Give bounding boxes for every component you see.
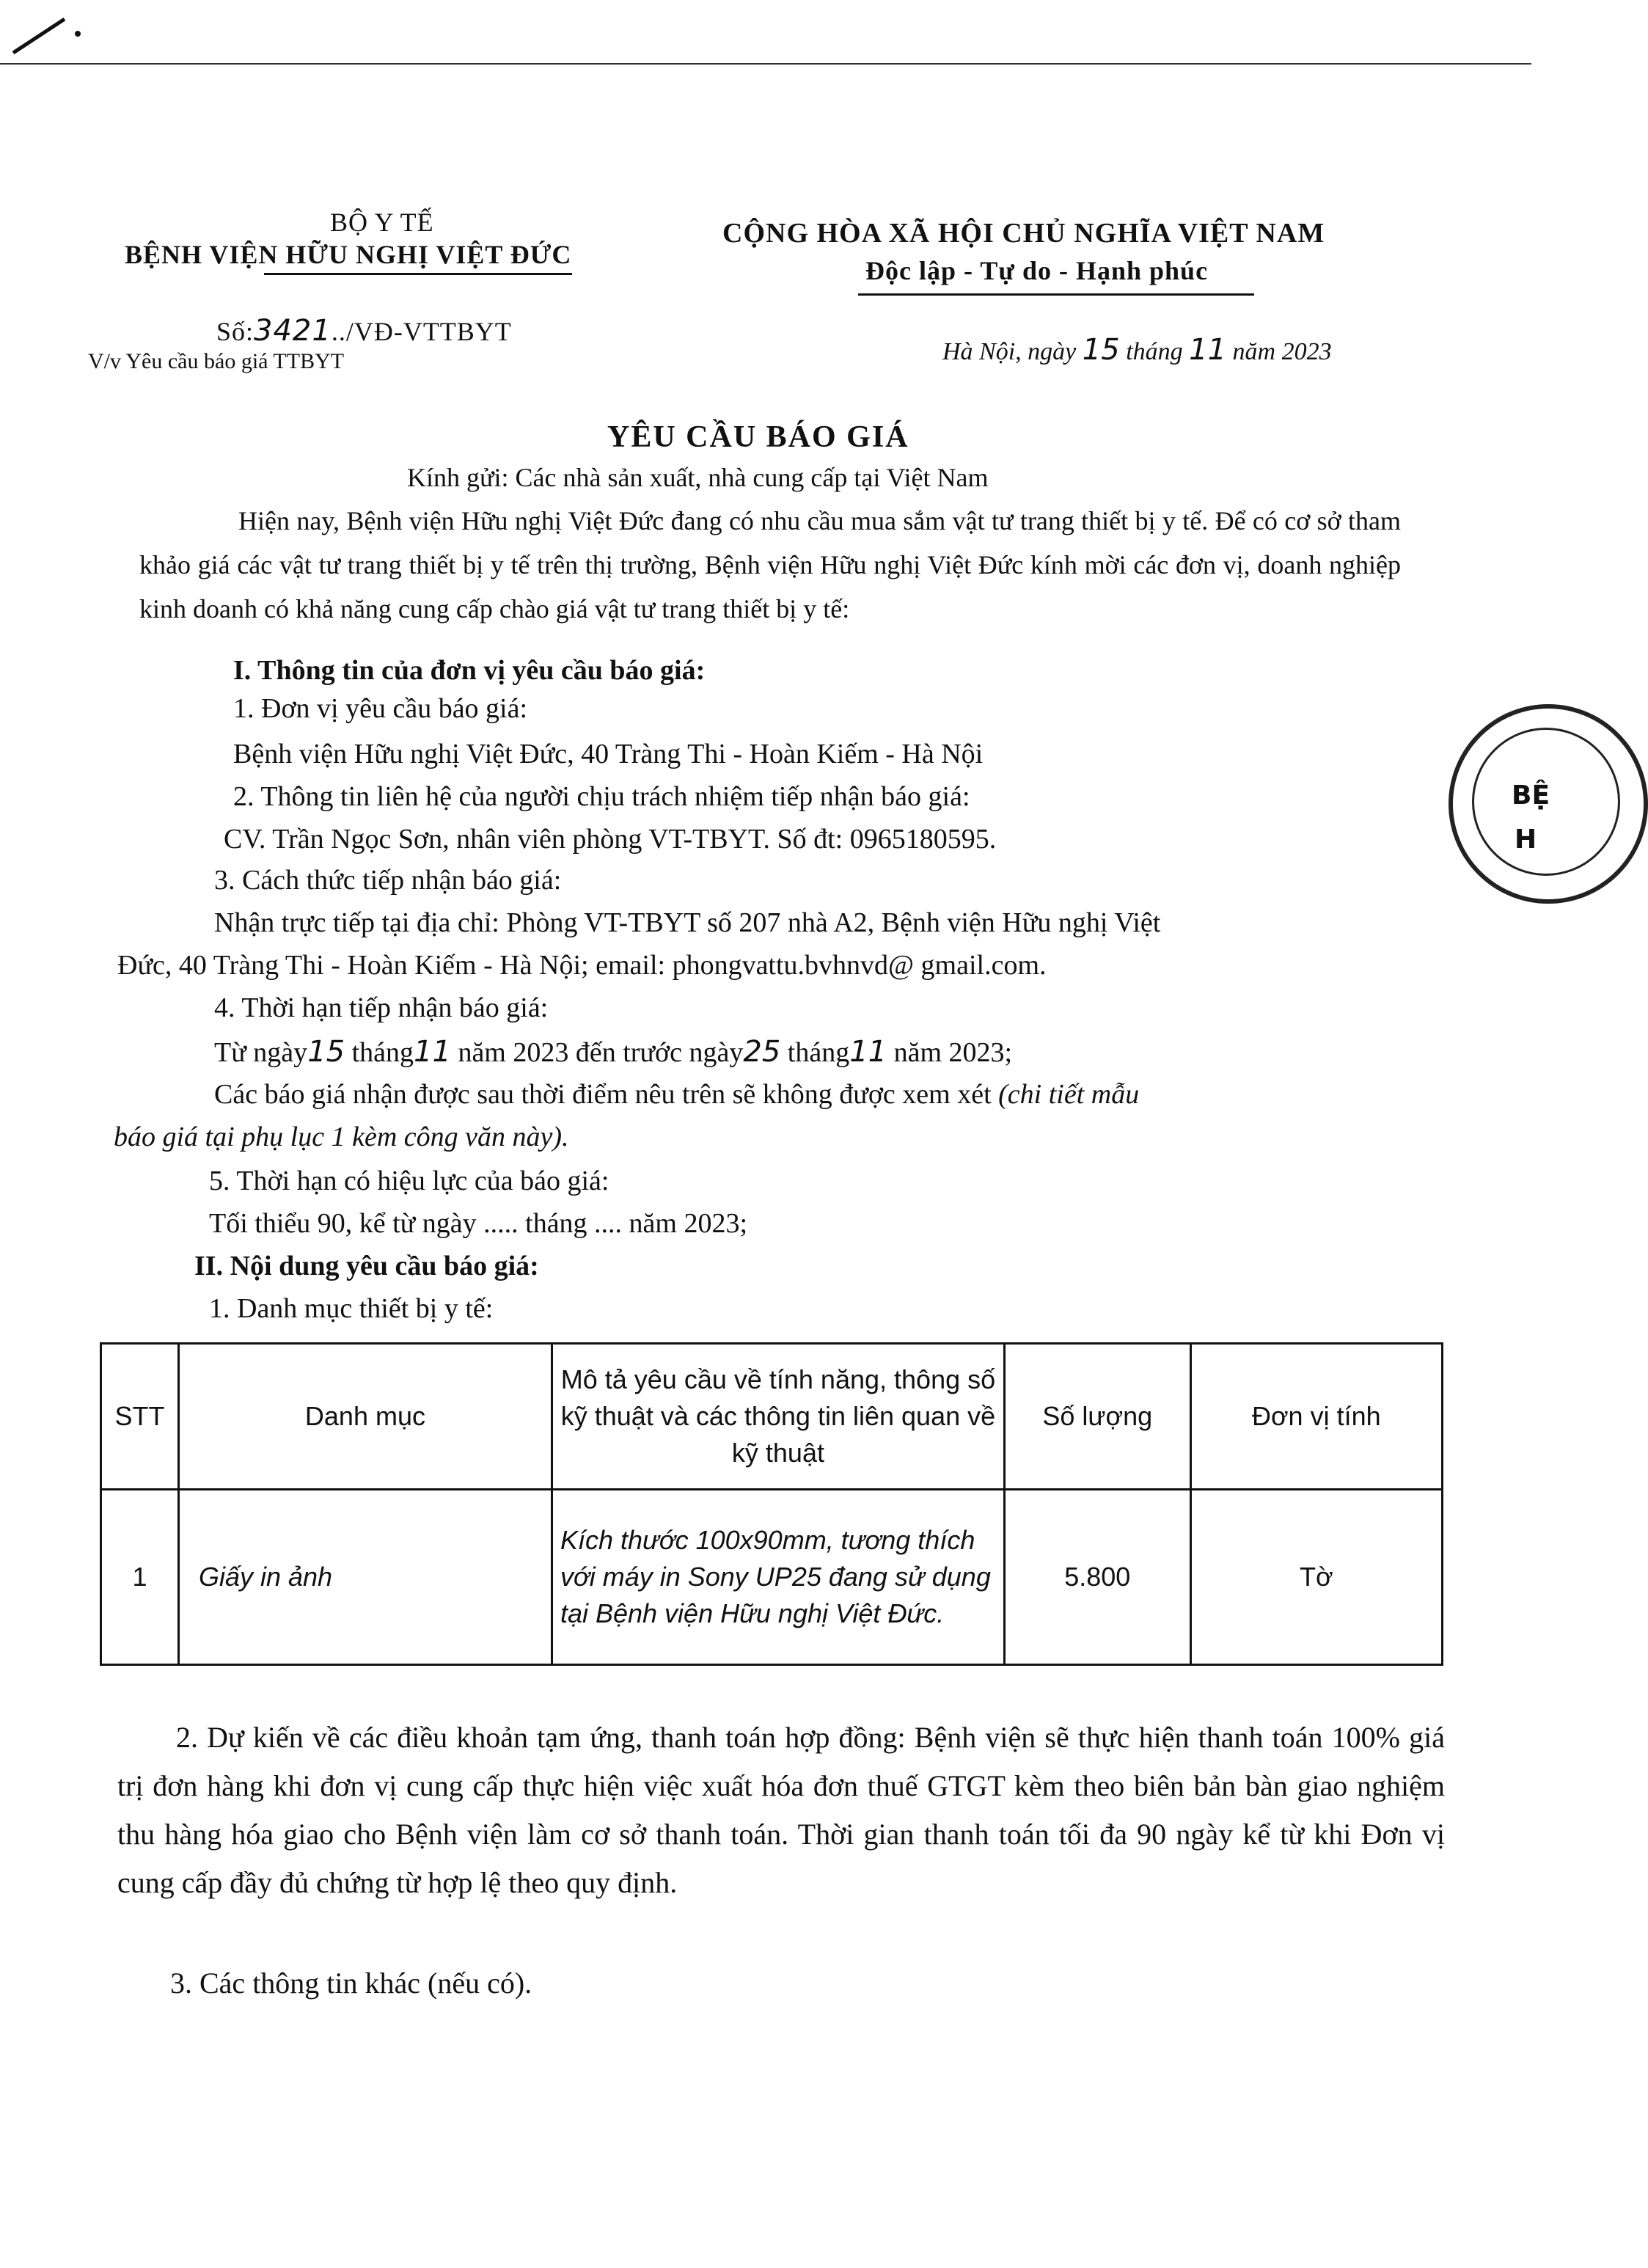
item-1-label: 1. Đơn vị yêu cầu báo giá: [233,693,528,724]
item-4-note-plain: Các báo giá nhận được sau thời điểm nêu trên sẽ không được xem xét [214,1079,992,1110]
motto-underline [858,293,1254,296]
stamp-text-1: BỆ [1512,780,1550,811]
header-quantity: Số lượng [1004,1344,1190,1490]
clause-2-paragraph: 2. Dự kiến về các điều khoản tạm ứng, thanh toán hợp đồng: Bệnh viện sẽ thực hiện thanh toán 100% giá trị đơn hàng khi đơn vị cung cấp thực hiện việc xuất hóa đơn thuế GTGT kèm theo biên bản bàn giao nghiệm thu hàng hóa giao cho Bệnh viện làm cơ sở thanh toán. Thời gian thanh toán tối đa 90 ngày kể từ khi Đơn vị cung cấp đầy đủ chứng từ hợp lệ theo quy định. [117,1721,1445,1899]
header-name: Danh mục [178,1344,552,1490]
clause-3: 3. Các thông tin khác (nếu có). [170,1967,532,2000]
country-name: CỘNG HÒA XÃ HỘI CHỦ NGHĨA VIỆT NAM [722,218,1325,249]
item-3-value-line-2: Đức, 40 Tràng Thi - Hoàn Kiếm - Hà Nội; email: phongvattu.bvhnvd@ gmail.com. [117,950,1047,981]
item-4-note-italic-1: (chi tiết mẫu [998,1079,1140,1110]
item-4-text-c: năm 2023 đến trước ngày [458,1037,744,1068]
item-4-note-line-1 [214,1071,1139,1118]
header-stt: STT [101,1344,179,1490]
ministry-name: BỘ Y TẾ [330,208,434,237]
item-4-text-e: năm 2023; [893,1037,1013,1068]
item-4-month-1: 11 [414,1035,451,1069]
document-title: YÊU CẦU BÁO GIÁ [607,420,909,454]
doc-number-prefix: Số: [216,317,254,346]
doc-number-suffix: ../VĐ-VTTBYT [331,317,512,346]
document-subject: V/v Yêu cầu báo giá TTBYT [88,349,345,373]
item-2-value: CV. Trần Ngọc Sơn, nhân viên phòng VT-TBYT. Số đt: 0965180595. [224,824,997,855]
official-stamp [1449,704,1648,904]
national-motto: Độc lập - Tự do - Hạnh phúc [865,256,1209,285]
item-4-text-d: tháng [787,1037,850,1068]
item-3-label: 3. Cách thức tiếp nhận báo giá: [214,865,562,896]
date-month: 11 [1189,333,1227,367]
section-2-heading: II. Nội dung yêu cầu báo giá: [194,1251,539,1281]
header-unit: Đơn vị tính [1190,1344,1442,1490]
document-number [216,314,512,348]
cell-name: Giấy in ảnh [178,1490,552,1665]
section-2-item-1-label: 1. Danh mục thiết bị y tế: [209,1293,494,1324]
salutation: Kính gửi: Các nhà sản xuất, nhà cung cấp tại Việt Nam [407,463,989,492]
item-4-period [214,1028,1012,1076]
item-4-month-2: 11 [849,1035,887,1069]
item-4-label: 4. Thời hạn tiếp nhận báo giá: [214,992,549,1023]
item-4-day-1: 15 [307,1035,345,1069]
date-text-1: Hà Nội, ngày [942,338,1077,365]
date-day: 15 [1082,333,1120,367]
stamp-text-2: H [1515,824,1537,855]
hospital-name: BỆNH VIỆN HỮU NGHỊ VIỆT ĐỨC [125,240,572,269]
corner-mark [7,7,88,66]
header-description: Mô tả yêu cầu về tính năng, thông số kỹ thuật và các thông tin liên quan về kỹ thuật [552,1344,1004,1490]
item-4-day-2: 25 [743,1035,781,1069]
item-1-value: Bệnh viện Hữu nghị Việt Đức, 40 Tràng Thi - Hoàn Kiếm - Hà Nội [233,739,984,769]
cell-unit: Tờ [1190,1490,1442,1665]
item-5-label: 5. Thời hạn có hiệu lực của báo giá: [209,1166,609,1196]
date-text-2: tháng [1126,338,1183,365]
item-2-label: 2. Thông tin liên hệ của người chịu trách nhiệm tiếp nhận báo giá: [233,781,970,812]
doc-number-handwritten: 3421 [254,314,332,348]
item-4-text-a: Từ ngày [214,1037,308,1068]
date-text-3: năm 2023 [1232,338,1332,365]
item-3-value-line-1: Nhận trực tiếp tại địa chỉ: Phòng VT-TBYT số 207 nhà A2, Bệnh viện Hữu nghị Việt [214,907,1161,938]
intro-paragraph: Hiện nay, Bệnh viện Hữu nghị Việt Đức đang có nhu cầu mua sắm vật tư trang thiết bị y tế. Để có cơ sở tham khảo giá các vật tư trang thiết bị y tế trên thị trường, Bệnh viện Hữu nghị Việt Đức kính mời các đơn vị, doanh nghiệp kinh doanh có khả năng cung cấp chào giá vật tư trang thiết bị y tế: [139,506,1401,623]
equipment-table [100,1342,1443,1666]
section-1-heading: I. Thông tin của đơn vị yêu cầu báo giá: [233,655,706,686]
item-4-text-b: tháng [351,1037,414,1068]
table-header-row [101,1344,1443,1490]
issue-date [942,333,1332,367]
table-row [101,1490,1443,1665]
cell-quantity: 5.800 [1004,1490,1190,1665]
cell-description: Kích thước 100x90mm, tương thích với máy in Sony UP25 đang sử dụng tại Bệnh viện Hữu nghị Việt Đức. [552,1490,1004,1665]
hospital-underline [264,273,572,275]
cell-stt: 1 [101,1490,179,1665]
top-rule [0,63,1531,65]
item-4-note-line-2: báo giá tại phụ lục 1 kèm công văn này). [114,1122,569,1152]
item-5-value: Tối thiểu 90, kể từ ngày ..... tháng .... năm 2023; [209,1208,748,1239]
